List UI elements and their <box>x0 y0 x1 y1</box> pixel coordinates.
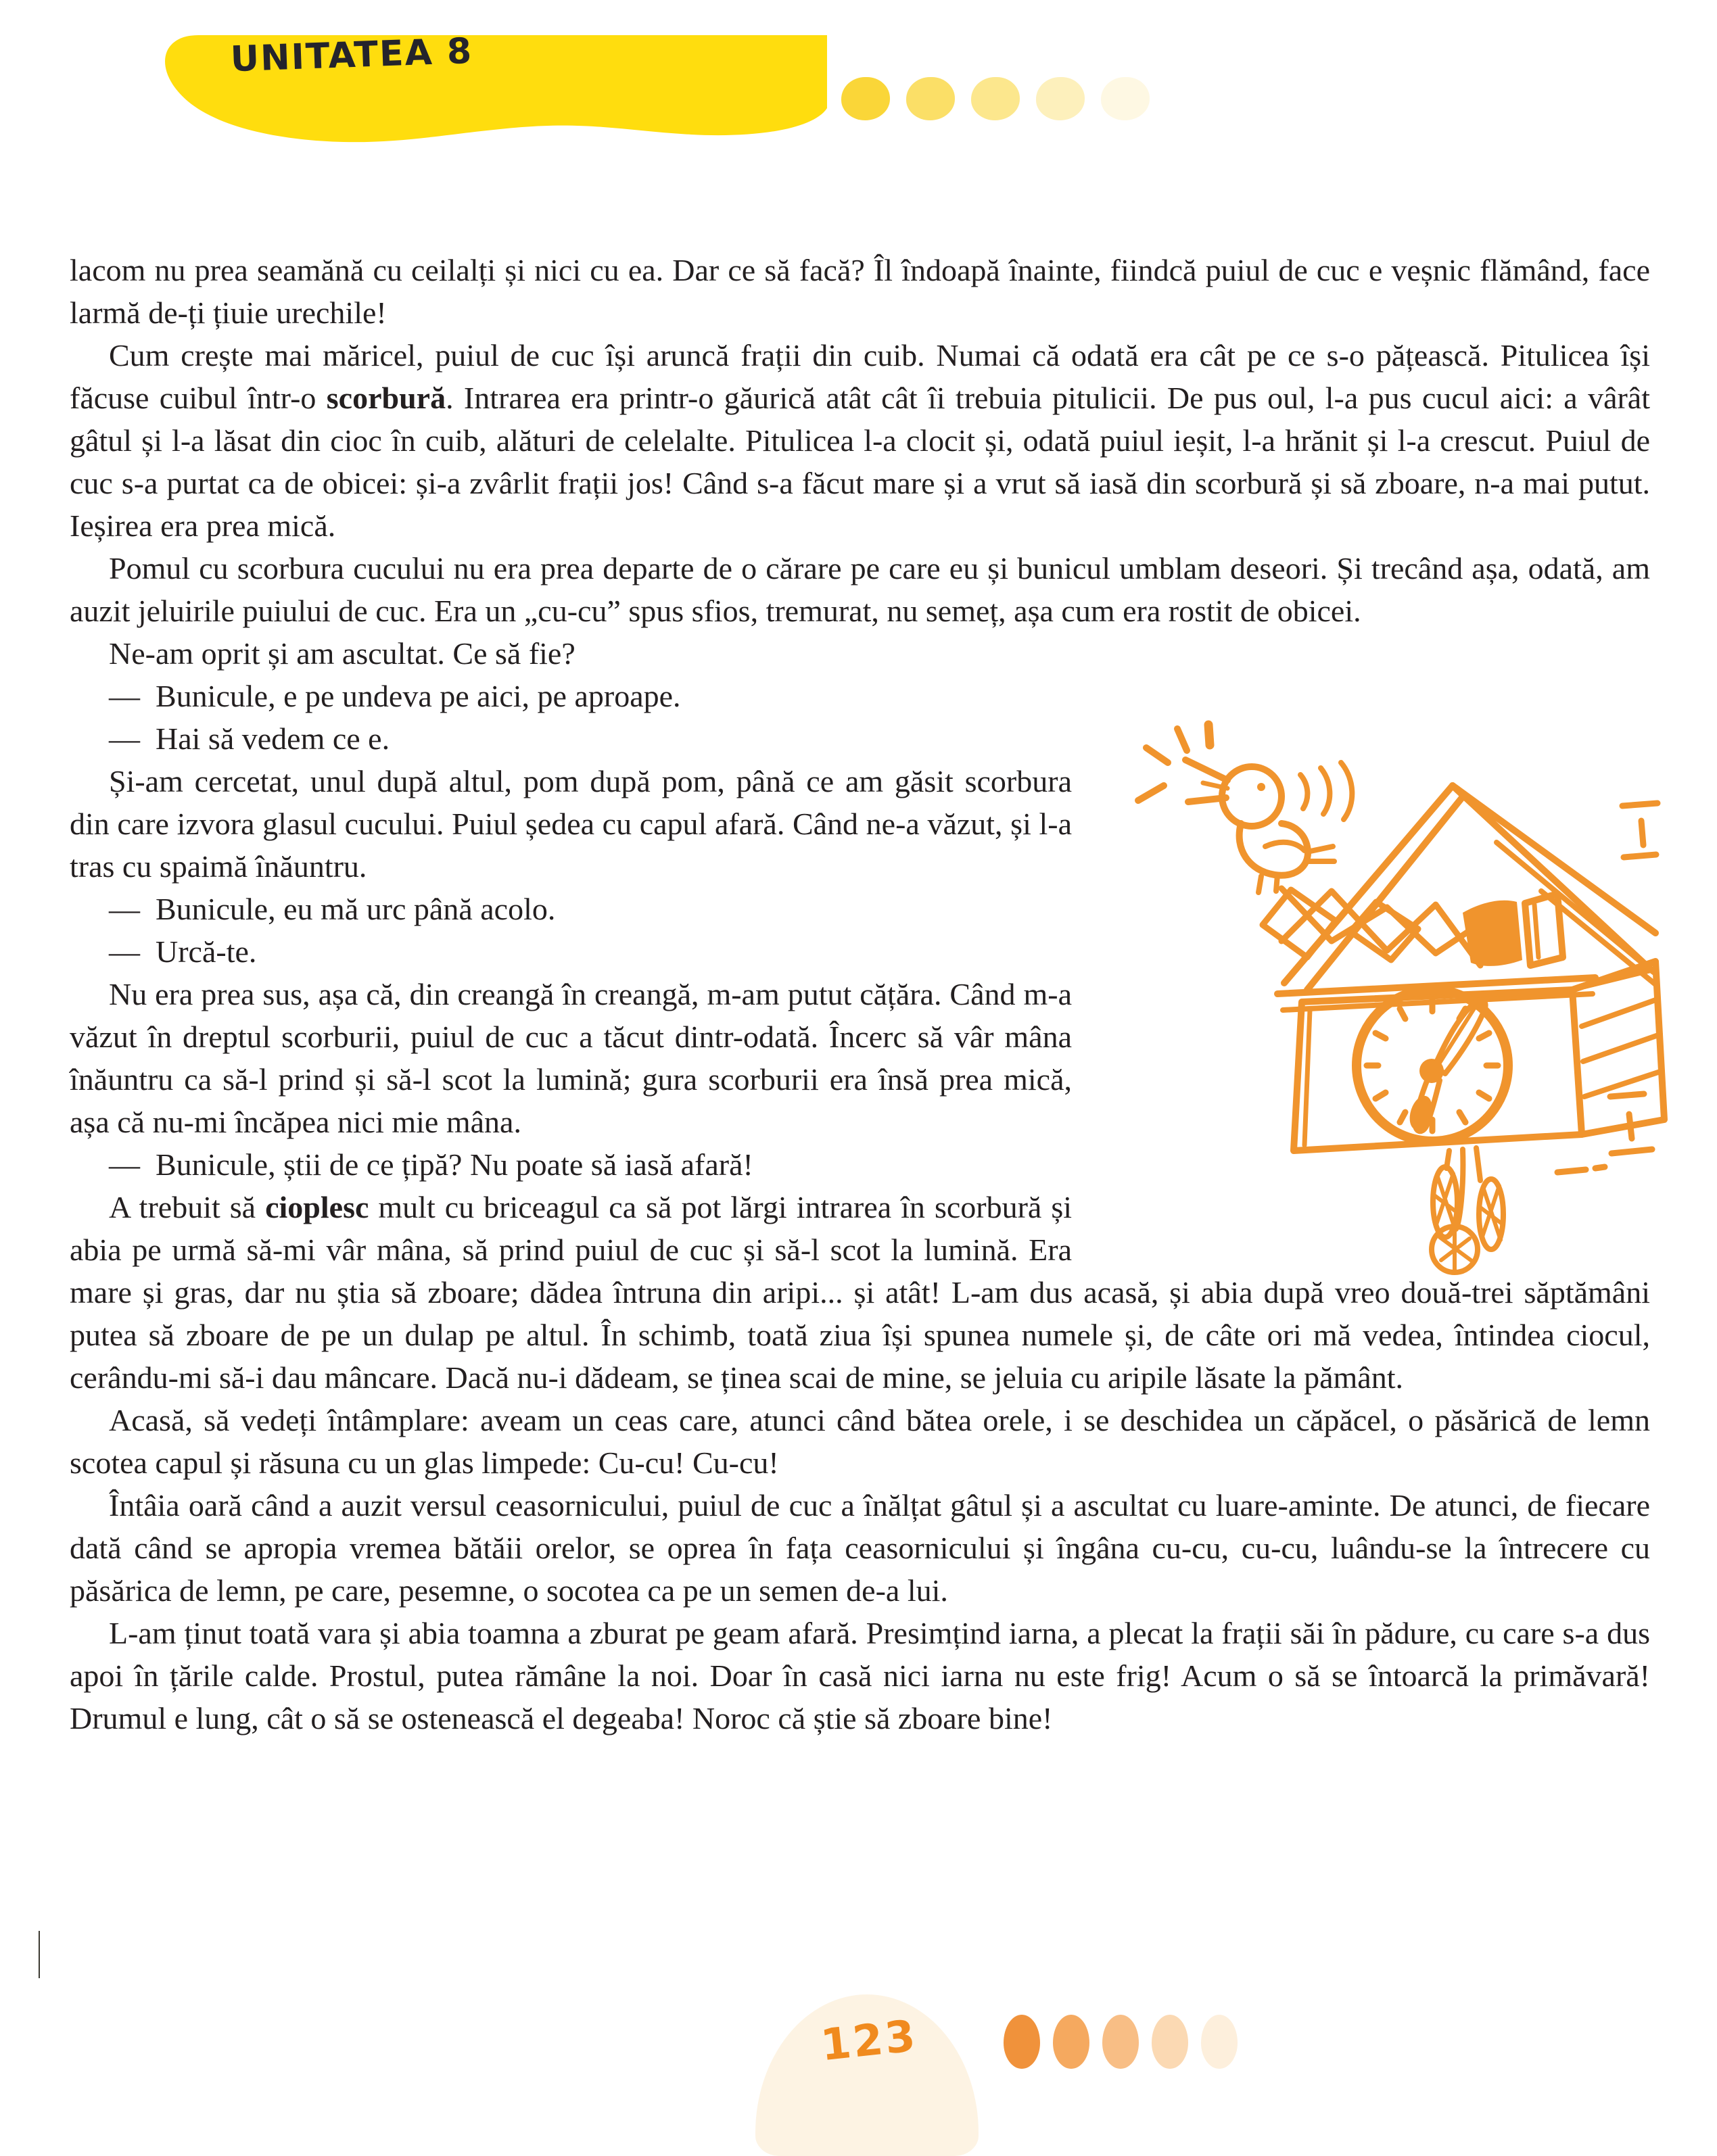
header-dot <box>1101 77 1150 120</box>
cuckoo-clock-drawing <box>1081 721 1662 1275</box>
bold-term: scorbură <box>326 381 446 415</box>
paragraph <box>70 334 1650 547</box>
footer-dot <box>1201 2015 1238 2069</box>
text-run: . Intrarea era printr-o găurică atât cât îi trebuia pitulicii. De pus oul, l-a pus cucul aici: a vârât gâtul și l-a lăsat din cioc în cuib, alături de celelalte. Pitulicea l-a clocit și, odată puiul ieșit, l-a hrănit și l-a crescut. Puiul de cuc s-a purtat ca de obicei: și-a zvârlit frații jos! Când s-a făcut mare și a vrut să iasă din scorbură și să zboare, n-a mai putut. Ieșirea era prea mică. <box>70 381 1650 543</box>
footer-dot <box>1053 2015 1089 2069</box>
paragraph: Și-am cercetat, unul după altul, pom după pom, până ce am găsit scorbura din care izvora glasul cucului. Puiul ședea cu capul afară. Când ne-a văzut, și l-a tras cu spaimă înăuntru. <box>70 764 1072 884</box>
paragraph: Nu era prea sus, așa că, din creangă în creangă, m-am putut cățăra. Când m-a văzut în dreptul scorburii, puiul de cuc a tăcut dintr-odată. Încerc să vâr mâna înăuntru ca să-l prind și să-l scot la lumină; gura scorburii era însă prea mică, așa că nu-mi încăpea nici mie mâna. <box>70 977 1072 1139</box>
dialogue-line: — Hai să vedem ce e. <box>109 721 390 756</box>
cuckoo-door-icon <box>1463 894 1563 966</box>
paragraph: Acasă, să vedeți întâmplare: aveam un ceas care, atunci când bătea orele, i se deschidea un căpăcel, o păsărică de lemn scotea capul și răsuna cu un glas limpede: Cu-cu! Cu-cu! <box>70 1403 1650 1480</box>
dialogue-line: — Bunicule, eu mă urc până acolo. <box>109 892 556 926</box>
footer-dot <box>1152 2015 1188 2069</box>
header-dot <box>906 77 955 120</box>
paragraph: L-am ținut toată vara și abia toamna a zburat pe geam afară. Presimțind iarna, a plecat la frații săi în pădure, cu care s-a dus apoi în țările calde. Prostul, putea rămâne la noi. Doar în casă nici iarna nu este frig! Acum o să se întoarcă la primăvară! Drumul e lung, cât o să se ostenească el degeaba! Noroc că știe să zboare bine! <box>70 1616 1650 1735</box>
text-run: A trebuit să <box>109 1190 266 1224</box>
unit-title: UNITATEA 8 <box>229 30 474 80</box>
dialogue-line: — Bunicule, știi de ce țipă? Nu poate să iasă afară! <box>109 1147 753 1182</box>
margin-crop-mark <box>39 1931 40 1978</box>
story-text <box>70 249 1650 1740</box>
bird-icon <box>1185 760 1334 892</box>
footer-dots <box>1004 2015 1250 2069</box>
paragraph: Întâia oară când a auzit versul ceasornicului, puiul de cuc a înălțat gâtul și a ascultat cu luare-aminte. De atunci, de fiecare dată când se apropia vremea bătăii orelor, se oprea în fața ceasornicului și îngâna cu-cu, cu-cu, luându-se la întrecere cu păsărica de lemn, pe care, pesemne, o socotea ca pe un semen de-a lui. <box>70 1488 1650 1608</box>
paragraph: Pomul cu scorbura cucului nu era prea departe de o cărare pe care eu și bunicul umblam deseori. Și trecând așa, odată, am auzit jeluirile puiului de cuc. Era un „cu-cu” spus sfios, tremurat, nu semeț, așa cum era rostit de obicei. <box>70 551 1650 628</box>
header-dots <box>841 77 1166 120</box>
page-number: 123 <box>818 2011 920 2071</box>
motion-arcs-icon <box>1300 763 1352 819</box>
sound-rays-icon <box>1138 725 1210 800</box>
dialogue-line: — Urcă-te. <box>109 934 257 969</box>
dialogue-line: — Bunicule, e pe undeva pe aici, pe aproape. <box>109 679 681 713</box>
pendulum-icon <box>1432 1148 1503 1272</box>
bold-term: cioplesc <box>265 1190 369 1224</box>
paragraph: Ne-am oprit și am ascultat. Ce să fie? <box>109 636 575 671</box>
header-dot <box>971 77 1020 120</box>
footer-dot <box>1004 2015 1040 2069</box>
text-run: mult cu briceagul ca să pot lărgi intrarea în scorbură și abia pe urmă să-mi vâr mâna, să prind puiul de cuc și să-l scot la lumină. Era mare și gras, dar nu știa să zboare; dădea întruna din aripi... și atât! L-am dus acasă, și abia după vreo două-trei săptămâni putea să zboare de pe un dulap pe altul. În schimb, toată ziua își spunea numele și, de câte ori mă vedea, întindea ciocul, cerându-mi să-i dau mâncare. Dacă nu-i dădeam, se ținea scai de mine, se jeluia cu aripile lăsate la pământ. <box>70 1190 1650 1395</box>
text-run: Cum crește mai măricel, puiul de cuc își aruncă frații din cuib. Numai că odată era cât pe ce s-o pățească. Pitulicea își făcuse cuibul într-o <box>70 338 1650 415</box>
accordion-arm-icon <box>1263 888 1480 965</box>
header-dot <box>1036 77 1085 120</box>
paragraph: lacom nu prea seamănă cu ceilalți și nici cu ea. Dar ce să facă? Îl îndoapă înainte, fiindcă puiul de cuc e veșnic flămând, face larmă de-ți țiuie urechile! <box>70 253 1650 330</box>
clock-face-icon <box>1357 990 1508 1141</box>
cuckoo-clock-illustration <box>1079 760 1650 1264</box>
footer-dot <box>1102 2015 1139 2069</box>
header-dot <box>841 77 890 120</box>
